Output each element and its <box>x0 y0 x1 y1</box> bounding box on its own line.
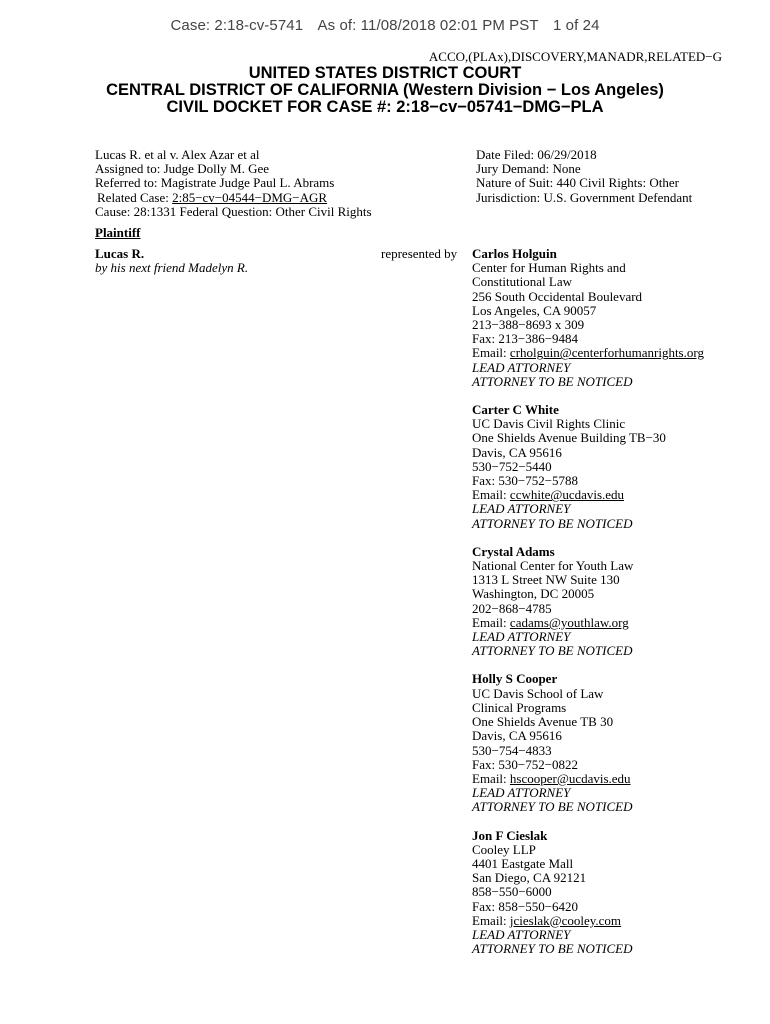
attorney-contact-line: 858−550−6000 <box>472 884 552 900</box>
attorney-role-lead: LEAD ATTORNEY <box>472 359 571 375</box>
attorney-email-label: Email: <box>472 614 507 630</box>
attorney-email-row <box>472 488 742 502</box>
case-title: Lucas R. et al v. Alex Azar et al <box>95 147 260 162</box>
attorney-email-link[interactable]: crholguin@centerforhumanrights.org <box>509 345 704 361</box>
attorney-contact-line: UC Davis School of Law <box>472 685 604 701</box>
attorney-contact-line: Cooley LLP <box>472 841 536 857</box>
referred-judge: Referred to: Magistrate Judge Paul L. Abrams <box>95 175 335 191</box>
attorney-role-lead: LEAD ATTORNEY <box>472 501 571 517</box>
attorney-email-row <box>472 914 742 928</box>
attorney-name: Carlos Holguin <box>472 246 557 261</box>
attorney-role-notice: ATTORNEY TO BE NOTICED <box>472 643 633 659</box>
related-case-label: Related Case: <box>97 189 169 205</box>
court-district: CENTRAL DISTRICT OF CALIFORNIA (Western Division − Los Angeles) <box>106 81 664 99</box>
attorney-name: Crystal Adams <box>472 543 555 559</box>
attorney-block <box>472 403 742 531</box>
attorney-contact-line: Fax: 530−752−0822 <box>472 756 579 772</box>
attorney-email-label: Email: <box>472 770 507 786</box>
attorney-email-row <box>472 346 742 360</box>
attorney-contact-line: Fax: 213−386−9484 <box>472 331 579 347</box>
case-cause: Cause: 28:1331 Federal Question: Other Civil Rights <box>95 203 372 219</box>
attorney-role-lead: LEAD ATTORNEY <box>472 926 571 942</box>
attorney-role-notice: ATTORNEY TO BE NOTICED <box>472 373 633 389</box>
party-description: by his next friend Madelyn R. <box>95 260 249 276</box>
header-page-count: 1 of 24 <box>552 17 600 34</box>
attorney-contact-line: 202−868−4785 <box>472 600 552 616</box>
party-heading: Plaintiff <box>95 225 141 240</box>
court-name: UNITED STATES DISTRICT COURT <box>248 64 522 82</box>
attorney-email-link[interactable]: jcieslak@cooley.com <box>509 912 622 928</box>
attorney-contact-line: Los Angeles, CA 90057 <box>472 302 597 318</box>
attorney-contact-line: 4401 Eastgate Mall <box>472 855 574 871</box>
attorney-role-notice: ATTORNEY TO BE NOTICED <box>472 941 633 957</box>
attorney-name: Jon F Cieslak <box>472 827 548 843</box>
nature-of-suit: Nature of Suit: 440 Civil Rights: Other <box>476 175 679 191</box>
attorney-contact-line: One Shields Avenue TB 30 <box>472 714 614 730</box>
attorney-email-link[interactable]: cadams@youthlaw.org <box>509 614 629 630</box>
attorney-contact-line: Clinical Programs <box>472 699 567 715</box>
attorney-role-notice: ATTORNEY TO BE NOTICED <box>472 799 633 815</box>
attorney-contact-line: Fax: 858−550−6420 <box>472 898 579 914</box>
attorney-email-label: Email: <box>472 487 507 503</box>
attorney-name: Carter C White <box>472 402 559 418</box>
attorney-contact-line: One Shields Avenue Building TB−30 <box>472 430 666 446</box>
attorney-name: Holly S Cooper <box>472 671 558 687</box>
attorney-contact-line: San Diego, CA 92121 <box>472 870 587 886</box>
attorney-contact-line: 1313 L Street NW Suite 130 <box>472 572 620 588</box>
attorney-contact-line: 530−752−5440 <box>472 458 552 474</box>
attorney-contact-line: Constitutional Law <box>472 274 573 290</box>
case-flags: ACCO,(PLAx),DISCOVERY,MANADR,RELATED−G <box>428 49 722 64</box>
party-block <box>95 247 248 275</box>
attorney-role-notice: ATTORNEY TO BE NOTICED <box>472 515 633 531</box>
attorney-list <box>472 247 742 970</box>
attorney-block <box>472 247 742 389</box>
attorney-email-link[interactable]: ccwhite@ucdavis.edu <box>509 487 625 503</box>
jurisdiction: Jurisdiction: U.S. Government Defendant <box>476 189 693 205</box>
attorney-block <box>472 672 742 814</box>
party-name: Lucas R. <box>95 246 145 261</box>
attorney-contact-line: UC Davis Civil Rights Clinic <box>472 416 626 432</box>
represented-by-label: represented by <box>381 246 458 261</box>
attorney-contact-line: 213−388−8693 x 309 <box>472 317 585 333</box>
attorney-contact-line: Davis, CA 95616 <box>472 444 562 460</box>
related-case <box>95 191 372 205</box>
attorney-role-lead: LEAD ATTORNEY <box>472 629 571 645</box>
attorney-email-row <box>472 772 742 786</box>
attorney-email-link[interactable]: hscooper@ucdavis.edu <box>509 770 631 786</box>
pdf-page-header <box>0 17 770 34</box>
related-case-link[interactable]: 2:85−cv−04544−DMG−AGR <box>172 189 328 205</box>
attorney-contact-line: Washington, DC 20005 <box>472 586 595 602</box>
date-filed: Date Filed: 06/29/2018 <box>476 147 597 162</box>
court-title-block <box>0 65 770 116</box>
assigned-judge: Assigned to: Judge Dolly M. Gee <box>95 161 270 177</box>
attorney-email-row <box>472 616 742 630</box>
attorney-email-label: Email: <box>472 912 507 928</box>
docket-title: CIVIL DOCKET FOR CASE #: 2:18−cv−05741−DMG−PLA <box>166 98 604 116</box>
case-info-left <box>95 148 372 219</box>
attorney-role-lead: LEAD ATTORNEY <box>472 785 571 801</box>
attorney-email-label: Email: <box>472 345 507 361</box>
attorney-contact-line: Center for Human Rights and <box>472 260 626 276</box>
attorney-contact-line: 256 South Occidental Boulevard <box>472 288 643 304</box>
attorney-contact-line: Fax: 530−752−5788 <box>472 473 579 489</box>
case-info-right <box>476 148 692 205</box>
header-as-of: As of: 11/08/2018 02:01 PM PST <box>317 17 539 34</box>
attorney-block <box>472 829 742 957</box>
header-case-number: Case: 2:18-cv-5741 <box>170 17 304 34</box>
attorney-block <box>472 545 742 659</box>
attorney-contact-line: Davis, CA 95616 <box>472 728 562 744</box>
attorney-contact-line: 530−754−4833 <box>472 742 552 758</box>
attorney-contact-line: National Center for Youth Law <box>472 558 634 574</box>
jury-demand: Jury Demand: None <box>476 161 581 177</box>
